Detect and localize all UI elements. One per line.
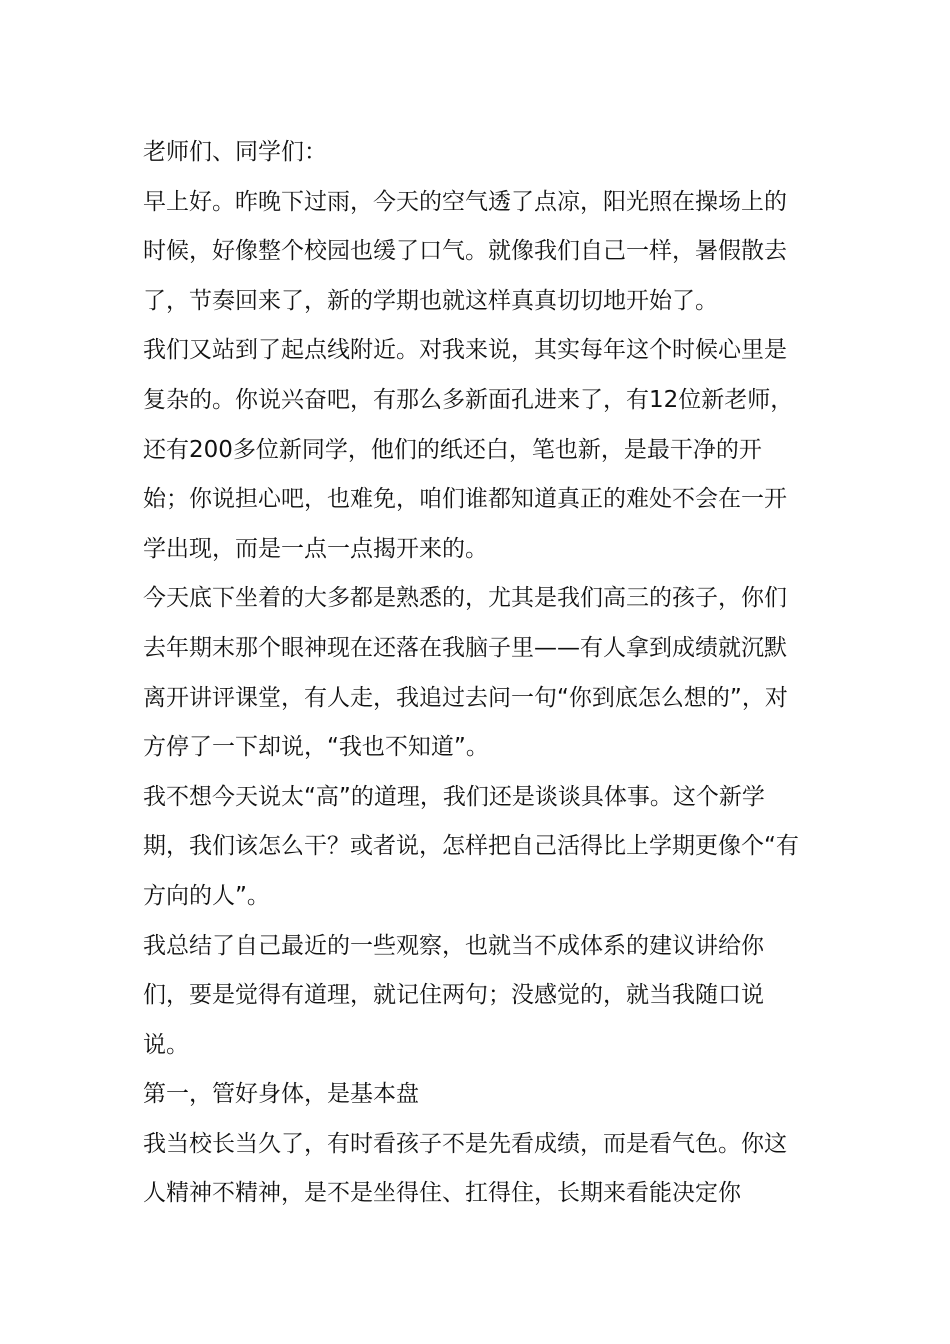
paragraph-health: 我当校长当久了，有时看孩子不是先看成绩，而是看气色。你这人精神不精神，是不是坐得住、扛得住，长期来看能决定你: [143, 1130, 787, 1207]
salutation: 老师们、同学们：: [143, 139, 327, 165]
paragraph-greeting: 早上好。昨晚下过雨，今天的空气透了点凉，阳光照在操场上的时候，好像整个校园也缓了口气。就像我们自己一样，暑假散去了，节奏回来了，新的学期也就这样真真切切地开始了。: [143, 188, 787, 314]
paragraph-observations: 我总结了自己最近的一些观察，也就当不成体系的建议讲给你们，要是觉得有道理，就记住两句；没感觉的，就当我随口说说。: [143, 932, 764, 1058]
section-heading-health: 第一，管好身体，是基本盘: [143, 1081, 419, 1108]
paragraph-senior-students: 今天底下坐着的大多都是熟悉的，尤其是我们高三的孩子，你们去年期末那个眼神现在还落在我脑子里——有人拿到成绩就沉默离开讲评课堂，有人走，我追过去问一句“你到底怎么想的”，对方停了一下却说，“我也不知道”。: [143, 585, 788, 761]
document-body: [143, 128, 807, 1219]
paragraph-concrete-matters: 我不想今天说太“高”的道理，我们还是谈谈具体事。这个新学期，我们该怎么干？或者说，怎样把自己活得比上学期更像个“有方向的人”。: [143, 783, 799, 909]
paragraph-starting-line: 我们又站到了起点线附近。对我来说，其实每年这个时候心里是复杂的。你说兴奋吧，有那么多新面孔进来了，有12位新老师，还有200多位新同学，他们的纸还白，笔也新，是最干净的开始；你说担心吧，也难免，咱们谁都知道真正的难处不会在一开学出现，而是一点一点揭开来的。: [143, 337, 794, 562]
